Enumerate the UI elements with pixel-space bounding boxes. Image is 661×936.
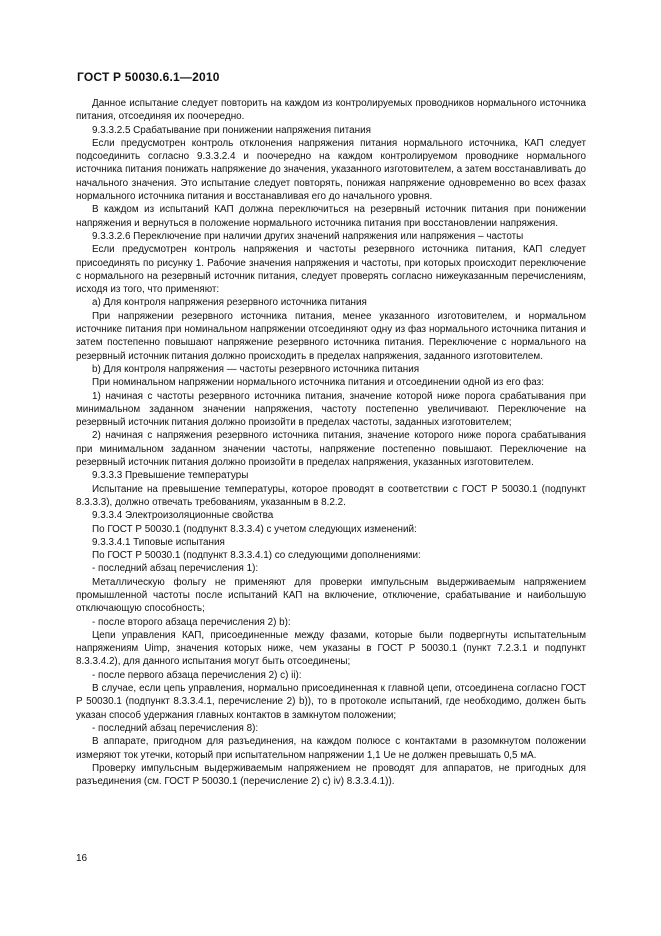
paragraph: Данное испытание следует повторить на каждом из контролируемых проводников нормального источника питания, отсоединяя их поочередно. — [76, 98, 586, 123]
section-heading: 9.3.3.3 Превышение температуры — [92, 470, 249, 482]
paragraph: В случае, если цепь управления, нормально присоединенная к главной цепи, отсоединена согласно ГОСТ Р 50030.1 (подпункт 8.3.3.4.1, перечисление 2) b)), то в протоколе испытаний, где необходимо, должен быть указан способ удержания главных контактов в замкнутом положении; — [76, 683, 586, 721]
list-item: - после первого абзаца перечисления 2) c) ii): — [92, 669, 302, 681]
paragraph: В каждом из испытаний КАП должна переключиться на резервный источник питания при понижении напряжения и вернуться в положение нормального источника питания при восстановлении напряжения. — [76, 204, 586, 229]
list-item: - последний абзац перечисления 1): — [92, 563, 259, 575]
list-item: - после второго абзаца перечисления 2) b): — [92, 616, 291, 628]
page-number: 16 — [76, 853, 88, 864]
paragraph: Металлическую фольгу не применяют для проверки импульсным выдерживаемым напряжением промышленной частоты после испытаний КАП на включение, отключение, срабатывание и наибольшую отключающую способность; — [76, 576, 586, 615]
document-header: ГОСТ Р 50030.6.1—2010 — [77, 70, 220, 84]
paragraph: По ГОСТ Р 50030.1 (подпункт 8.3.3.4.1) со следующими дополнениями: — [92, 550, 421, 562]
list-item: a) Для контроля напряжения резервного источника питания — [92, 297, 367, 309]
list-item: b) Для контроля напряжения — частоты резервного источника питания — [92, 363, 420, 375]
paragraph: Если предусмотрен контроль отклонения напряжения питания нормального источника, КАП следует подсоединить согласно 9.3.3.2.4 и поочередно на каждом контролируемом проводнике нормального источника питания понижать напряжение до значения, указанного изготовителем, а затем восстанавливать до начального значения. Это испытание следует повторять, понижая напряжение одновременно во всех фазах нормального источника питания и восстанавливая его до начального уровня. — [76, 137, 586, 203]
paragraph: Если предусмотрен контроль напряжения и частоты резервного источника питания, КАП следует присоединять по рисунку 1. Рабочие значения напряжения и частоты, при которых происходит переключение с нормального на резервный источник питания, следует проверять согласно нижеуказанным перечислениям, исходя из того, что применяют: — [76, 244, 586, 296]
paragraph: При номинальном напряжении нормального источника питания и отсоединении одной из его фаз: — [92, 377, 544, 389]
section-heading: 9.3.3.2.5 Срабатывание при понижении напряжения питания — [92, 124, 371, 136]
document-body — [76, 97, 586, 788]
paragraph: При напряжении резервного источника питания, менее указанного изготовителем, и нормальном источнике питания при номинальном напряжении отсоединяют одну из фаз нормального источника питания и затем постепенно повышают напряжение резервного источника питания. Переключение с нормального на резервный источник питания должно происходить в пределах напряжения, заданного изготовителем. — [76, 310, 586, 362]
paragraph: Цепи управления КАП, присоединенные между фазами, которые были подвергнуты испытательным напряжениям Uimp, значения которых ниже, чем указаны в ГОСТ Р 50030.1 (пункт 7.2.3.1 и подпункт 8.3.3.4.2), для данного испытания могут быть отсоединены; — [76, 629, 586, 668]
list-item: 2) начиная с напряжения резервного источника питания, значение которого ниже порога срабатывания при минимальном заданном значении частоты, напряжение постепенно повышают. Переключение на резервный источник питания должно произойти в пределах напряжения, указанных изготовителем. — [76, 430, 586, 469]
paragraph: В аппарате, пригодном для разъединения, на каждом полюсе с контактами в разомкнутом положении измеряют ток утечки, который при испытательном напряжении 1,1 Ue не должен превышать 0,5 мА. — [76, 736, 586, 761]
paragraph: Испытание на превышение температуры, которое проводят в соответствии с ГОСТ Р 50030.1 (подпункт 8.3.3.3), должно отвечать требованиям, указанным в 8.2.2. — [76, 483, 586, 508]
list-item: - последний абзац перечисления 8): — [92, 722, 259, 734]
paragraph: По ГОСТ Р 50030.1 (подпункт 8.3.3.4) с учетом следующих изменений: — [92, 523, 417, 535]
list-item: 1) начиная с частоты резервного источника питания, значение которой ниже порога срабатывания при минимальном заданном значении напряжения, частоту постепенно увеличивают. Переключение на резервный источник питания должно произойти в пределах частоты, заданных изготовителем; — [76, 390, 586, 429]
section-heading: 9.3.3.4 Электроизоляционные свойства — [92, 510, 274, 522]
section-heading: 9.3.3.4.1 Типовые испытания — [92, 536, 225, 548]
section-heading: 9.3.3.2.6 Переключение при наличии других значений напряжения или напряжения – частоты — [92, 230, 524, 242]
paragraph: Проверку импульсным выдерживаемым напряжением не проводят для аппаратов, не пригодных для разъединения (см. ГОСТ Р 50030.1 (перечисление 2) c) iv) 8.3.3.4.1)). — [76, 762, 586, 788]
